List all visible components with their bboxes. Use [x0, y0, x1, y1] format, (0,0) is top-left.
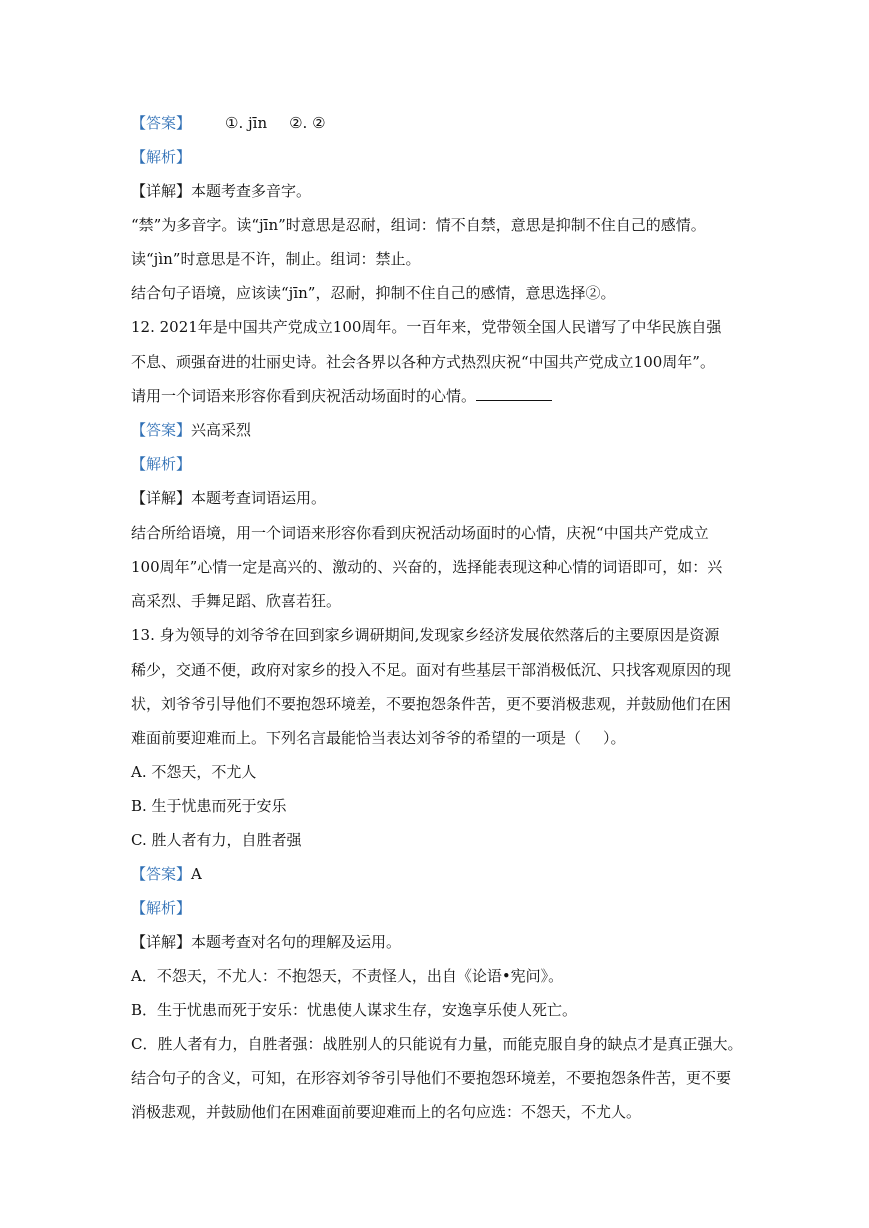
q12-detail-row	[131, 488, 326, 508]
q12-stem-line3: 请用一个词语来形容你看到庆祝活动场面时的心情。	[131, 387, 477, 405]
q12-line3: 高采烈、手舞足蹈、欣喜若狂。	[131, 592, 342, 610]
q13-line5: 消极悲观，并鼓励他们在困难面前要迎难而上的名句应选：不怨天，不尤人。	[131, 1103, 642, 1121]
q12-line2: 100周年”心情一定是高兴的、激动的、兴奋的，选择能表现这种心情的词语即可，如：兴	[131, 558, 723, 576]
detail-tag: 【详解】	[131, 489, 192, 507]
option-a: A. 不怨天，不尤人	[131, 763, 257, 781]
q13-stem-line4-a: 难面前要迎难而上。下列名言最能恰当表达刘爷爷的希望的一项是（	[131, 729, 582, 747]
analysis-tag: 【解析】	[131, 148, 192, 166]
q13-line1: A．不怨天，不尤人：不抱怨天，不责怪人，出自《论语•宪问》。	[131, 967, 564, 985]
q11-line3: 结合句子语境，应该读“jīn”，忍耐，抑制不住自己的感情，意思选择②。	[131, 284, 616, 302]
q13-line2: B．生于忧患而死于安乐：忧患使人谋求生存，安逸享乐使人死亡。	[131, 1001, 578, 1019]
q13-stem-line4-b: ）。	[603, 729, 626, 747]
q13-stem-line3: 状，刘爷爷引导他们不要抱怨环境差，不要抱怨条件苦，更不要消极悲观，并鼓励他们在困	[131, 695, 732, 713]
answer-tag: 【答案】	[131, 865, 192, 883]
answer-text: A	[191, 865, 202, 883]
q13-stem-line1: 13. 身为领导的刘爷爷在回到家乡调研期间,发现家乡经济发展依然落后的主要原因是资源	[131, 626, 720, 644]
q13-answer-row	[131, 864, 202, 884]
q11-answer-row	[131, 113, 326, 133]
detail-tag: 【详解】	[131, 933, 192, 951]
q13-line4: 结合句子的含义，可知，在形容刘爷爷引导他们不要抱怨环境差，不要抱怨条件苦，更不要	[131, 1069, 732, 1087]
answer-text: 兴高采烈	[191, 421, 252, 439]
q11-line2: 读“jìn”时意思是不许，制止。组词：禁止。	[131, 250, 421, 268]
analysis-tag: 【解析】	[131, 899, 192, 917]
q13-stem-line2: 稀少，交通不便，政府对家乡的投入不足。面对有些基层干部消极低沉、只找客观原因的现	[131, 661, 732, 679]
q12-stem-line3-row	[131, 386, 552, 406]
q12-answer-row	[131, 420, 251, 440]
option-b: B. 生于忧患而死于安乐	[131, 797, 287, 815]
q12-stem-line2: 不息、顽强奋进的壮丽史诗。社会各界以各种方式热烈庆祝“中国共产党成立100周年”。	[131, 353, 715, 371]
q12-line1: 结合所给语境，用一个词语来形容你看到庆祝活动场面时的心情，庆祝“中国共产党成立	[131, 524, 709, 542]
detail-text: 本题考查多音字。	[191, 182, 312, 200]
q13-line3: C．胜人者有力，自胜者强：战胜别人的只能说有力量，而能克服自身的缺点才是真正强大。	[131, 1035, 743, 1053]
q11-line1: “禁”为多音字。读“jīn”时意思是忍耐，组词：情不自禁，意思是抑制不住自己的感情。	[131, 216, 706, 234]
answer-part2: ②. ②	[289, 114, 326, 132]
q13-stem-line4-row	[131, 728, 626, 748]
answer-tag: 【答案】	[131, 114, 192, 132]
answer-part1: ①. jīn	[225, 114, 268, 132]
detail-tag: 【详解】	[131, 182, 192, 200]
analysis-tag: 【解析】	[131, 455, 192, 473]
option-c: C. 胜人者有力，自胜者强	[131, 831, 302, 849]
answer-blank	[476, 386, 552, 401]
detail-text: 本题考查词语运用。	[191, 489, 327, 507]
q11-detail-row	[131, 181, 311, 201]
answer-tag: 【答案】	[131, 421, 192, 439]
detail-text: 本题考查对名句的理解及运用。	[191, 933, 402, 951]
q12-stem-line1: 12. 2021年是中国共产党成立100周年。一百年来，党带领全国人民谱写了中华民族自强	[131, 318, 722, 336]
q13-detail-row	[131, 932, 401, 952]
